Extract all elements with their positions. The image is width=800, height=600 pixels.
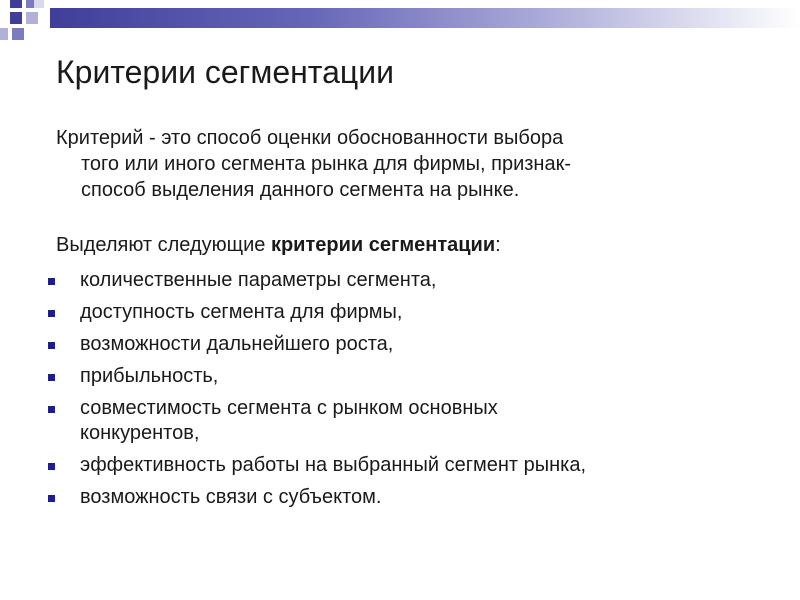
square-bullet-icon — [48, 342, 55, 349]
square-bullet-icon — [48, 406, 55, 413]
list-item-text: эффективность работы на выбранный сегмент рынка, — [80, 454, 587, 476]
square-bullet-icon — [48, 310, 55, 317]
decor-square — [12, 28, 24, 40]
decor-square — [0, 28, 8, 40]
list-item — [48, 332, 586, 357]
criteria-list — [48, 268, 586, 517]
decor-square — [34, 0, 44, 8]
decor-square — [10, 12, 22, 24]
list-item-text: доступность сегмента для фирмы, — [80, 301, 403, 323]
slide-title: Критерии сегментации — [56, 54, 394, 90]
list-item — [48, 453, 586, 478]
square-bullet-icon — [48, 463, 55, 470]
list-item — [48, 300, 586, 325]
list-item-text: возможность связи с субъектом. — [80, 486, 382, 508]
list-item-text-continued: конкурентов, — [80, 422, 200, 444]
list-item-text: совместимость сегмента с рынком основных — [80, 397, 498, 419]
header-gradient-band — [50, 8, 800, 28]
list-item-text: количественные параметры сегмента, — [80, 269, 437, 291]
definition-line: того или иного сегмента рынка для фирмы, признак- — [81, 153, 571, 175]
list-item-text: прибыльность, — [80, 365, 219, 387]
definition-paragraph — [56, 125, 756, 203]
criteria-intro-text: Выделяют следующие — [56, 234, 271, 256]
square-bullet-icon — [48, 495, 55, 502]
criteria-intro-colon: : — [495, 234, 501, 256]
square-bullet-icon — [48, 278, 55, 285]
list-item — [48, 396, 586, 446]
list-item — [48, 485, 586, 510]
definition-line: Критерий - это способ оценки обоснованности выбора — [56, 127, 564, 149]
list-item — [48, 364, 586, 389]
definition-line: способ выделения данного сегмента на рынке. — [81, 179, 520, 201]
square-bullet-icon — [48, 374, 55, 381]
decor-square — [26, 12, 38, 24]
decor-square — [10, 0, 22, 8]
criteria-intro-bold: критерии сегментации — [270, 234, 496, 256]
list-item-text: возможности дальнейшего роста, — [80, 333, 394, 355]
criteria-intro — [56, 232, 501, 258]
list-item — [48, 268, 586, 293]
